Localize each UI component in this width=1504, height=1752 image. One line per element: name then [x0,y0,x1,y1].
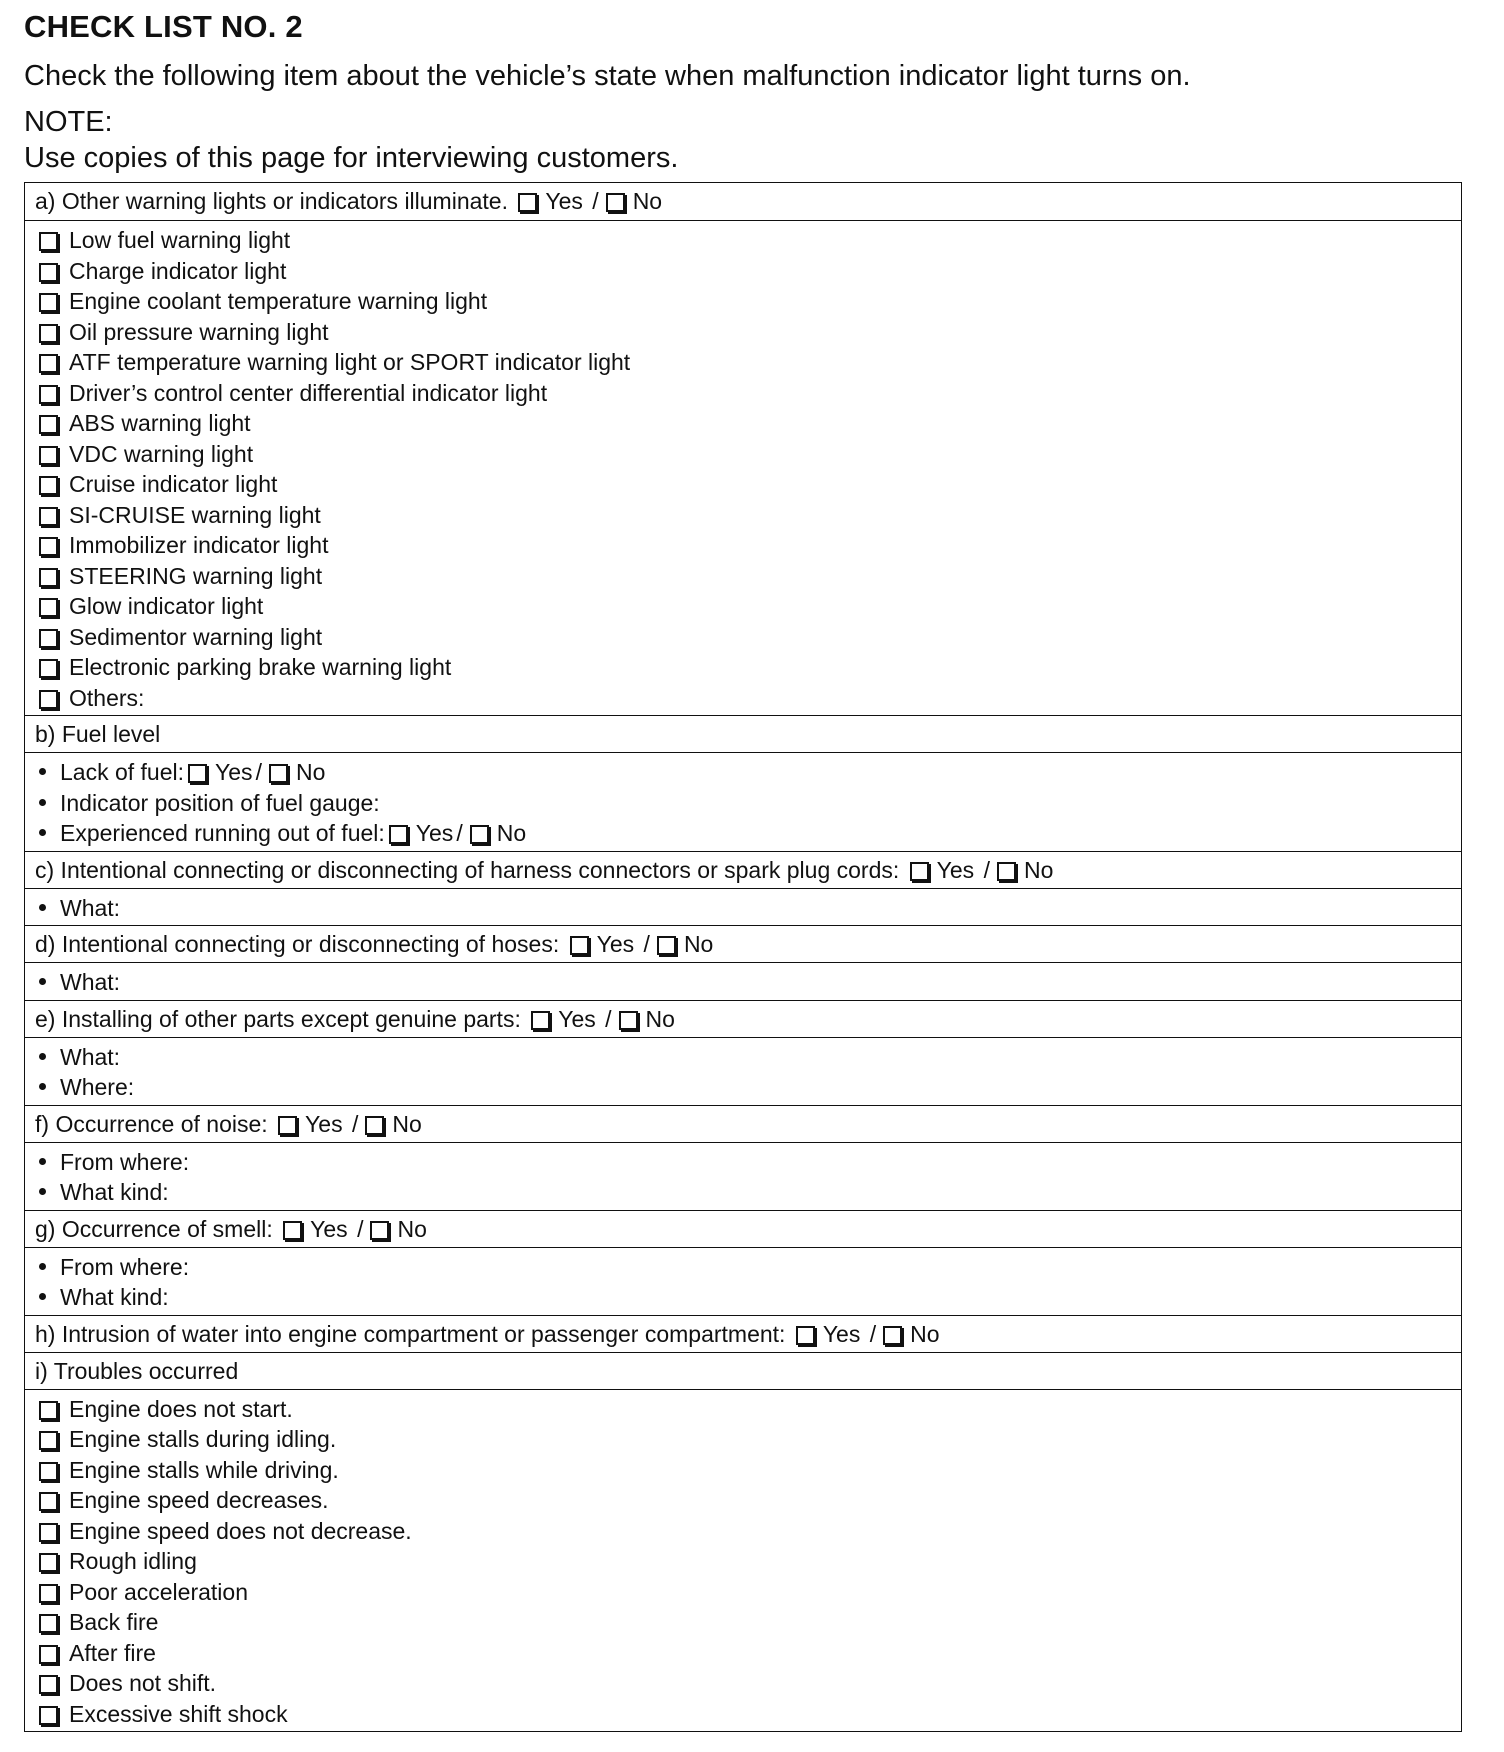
section-i-header [25,1352,1461,1389]
checklist-item[interactable] [35,1424,1461,1455]
no-label: No [392,1110,422,1137]
section-e-no-checkbox[interactable] [619,1011,638,1030]
section-f-header [25,1105,1461,1142]
section-e-items [25,1037,1461,1105]
section-d-no-checkbox[interactable] [657,936,676,955]
yes-label: Yes [545,188,583,214]
yes-label: Yes [415,820,454,846]
checkbox[interactable] [39,598,58,617]
bullet-item [35,1282,1461,1313]
yes-label: Yes [558,1005,596,1032]
section-a-header [25,183,1461,220]
bullet-dot [39,1053,46,1060]
bullet-item [35,1177,1461,1208]
checkbox[interactable] [39,1401,58,1420]
checklist-item[interactable] [35,439,1461,470]
bullet-item [35,1072,1461,1103]
yes-label: Yes [936,856,975,883]
item-label: Engine stalls while driving. [69,1456,339,1483]
bullet-dot [39,904,46,911]
section-f-no-checkbox[interactable] [365,1116,384,1135]
bullet-dot [39,799,46,806]
checklist-item[interactable] [35,1638,1461,1669]
bullet-label: Experienced running out of fuel: [60,820,385,846]
checkbox[interactable] [39,232,58,251]
lack-of-fuel-yes-checkbox[interactable] [188,764,207,783]
checkbox[interactable] [39,324,58,343]
checklist-item[interactable] [35,1516,1461,1547]
item-label: Cruise indicator light [69,471,278,497]
section-h-no-checkbox[interactable] [883,1326,902,1345]
item-label: Sedimentor warning light [69,623,323,650]
checklist-item[interactable] [35,1546,1461,1577]
bullet-label: What kind: [60,1284,169,1310]
section-g-header [25,1210,1461,1247]
section-a-no-checkbox[interactable] [606,193,625,212]
section-e-question: e) Installing of other parts except genuine parts: [35,1005,521,1032]
item-label: SI-CRUISE warning light [69,501,321,528]
slash-separator: / [357,1215,364,1242]
checkbox[interactable] [39,690,58,709]
checklist-item[interactable] [35,286,1461,317]
section-c-question: c) Intentional connecting or disconnecting of harness connectors or spark plug cords: [35,856,900,883]
bullet-item [35,818,1461,849]
section-f-question: f) Occurrence of noise: [35,1110,268,1137]
section-g-no-checkbox[interactable] [370,1221,389,1240]
section-d-header [25,925,1461,962]
section-e-yes-checkbox[interactable] [531,1011,550,1030]
checkbox[interactable] [39,1675,58,1694]
checkbox[interactable] [39,1614,58,1633]
item-label: Engine coolant temperature warning light [69,288,488,314]
item-label: After fire [69,1639,156,1666]
slash-separator: / [351,1110,359,1137]
bullet-label: What: [60,894,121,921]
item-label: Engine does not start. [69,1395,293,1422]
checklist-item[interactable] [35,1455,1461,1486]
bullet-dot [39,1293,46,1300]
section-b-items [25,752,1461,851]
section-f-yes-checkbox[interactable] [278,1116,297,1135]
checklist-item[interactable] [35,1607,1461,1638]
note-text: Use copies of this page for interviewing customers. [24,142,679,174]
bullet-item [35,757,1461,788]
checkbox[interactable] [39,385,58,404]
page-subtitle: Check the following item about the vehicle’s state when malfunction indicator light turns on. [24,60,1191,92]
item-label: Engine speed does not decrease. [69,1517,412,1544]
checkbox[interactable] [39,293,58,312]
item-label: Excessive shift shock [69,1700,288,1727]
bullet-item [35,1042,1461,1073]
yes-label: Yes [310,1215,348,1242]
checklist-item[interactable] [35,591,1461,622]
section-a-yes-checkbox[interactable] [518,193,537,212]
checkbox[interactable] [39,1523,58,1542]
bullet-label: Lack of fuel: [60,759,185,785]
item-label: Driver’s control center differential indicator light [69,379,548,406]
note-label: NOTE: [24,106,113,138]
yes-label: Yes [822,1320,861,1347]
checkbox[interactable] [39,1645,58,1664]
checkbox[interactable] [39,568,58,587]
bullet-dot [39,829,46,836]
item-label: VDC warning light [69,440,254,467]
bullet-label: What kind: [60,1179,169,1205]
item-label: Poor acceleration [69,1578,248,1605]
no-label: No [683,931,714,957]
no-label: No [397,1215,427,1242]
section-i-items [25,1389,1461,1732]
section-a-question: a) Other warning lights or indicators illuminate. [35,188,508,214]
no-label: No [1023,856,1054,883]
checklist-item[interactable] [35,408,1461,439]
section-g-yes-checkbox[interactable] [283,1221,302,1240]
section-b-header [25,715,1461,752]
section-d-question: d) Intentional connecting or disconnecting of hoses: [35,931,560,957]
checklist-item[interactable] [35,1577,1461,1608]
section-c-no-checkbox[interactable] [997,862,1016,881]
checkbox[interactable] [39,1431,58,1450]
checkbox[interactable] [39,1492,58,1511]
checklist-form [24,182,1462,1732]
ran-out-of-fuel-no-checkbox[interactable] [470,825,489,844]
checkbox[interactable] [39,1706,58,1725]
checklist-item[interactable] [35,683,1461,714]
yes-label: Yes [596,931,635,957]
no-label: No [496,820,527,846]
checkbox[interactable] [39,507,58,526]
bullet-dot [39,978,46,985]
item-label: ABS warning light [69,410,251,436]
section-a-items [25,220,1461,715]
yes-label: Yes [215,759,253,785]
checklist-item[interactable] [35,1485,1461,1516]
section-e-header [25,1000,1461,1037]
bullet-item [35,967,1461,998]
bullet-dot [39,1158,46,1165]
checklist-item[interactable] [35,225,1461,256]
slash-separator: / [605,1005,612,1032]
slash-separator: / [643,931,650,957]
item-label: Low fuel warning light [69,227,291,253]
item-label: Charge indicator light [69,257,287,284]
checkbox[interactable] [39,263,58,282]
section-h-question: h) Intrusion of water into engine compartment or passenger compartment: [35,1320,786,1347]
bullet-dot [39,1263,46,1270]
bullet-dot [39,768,46,775]
bullet-label: What: [60,969,121,995]
checkbox[interactable] [39,659,58,678]
checkbox[interactable] [39,476,58,495]
checklist-item[interactable] [35,1668,1461,1699]
yes-label: Yes [305,1110,343,1137]
item-label: Immobilizer indicator light [69,532,329,558]
slash-separator: / [456,820,463,846]
lack-of-fuel-no-checkbox[interactable] [269,764,288,783]
checklist-page [24,0,1464,176]
section-g-items [25,1247,1461,1315]
checklist-item[interactable] [35,561,1461,592]
page-title: CHECK LIST NO. 2 [24,9,303,44]
checklist-item[interactable] [35,1699,1461,1730]
checklist-item[interactable] [35,622,1461,653]
no-label: No [295,759,326,785]
section-i-question: i) Troubles occurred [35,1357,239,1384]
checkbox[interactable] [39,1462,58,1481]
item-label: Engine speed decreases. [69,1487,329,1513]
bullet-dot [39,1188,46,1195]
bullet-dot [39,1083,46,1090]
no-label: No [910,1320,940,1347]
checklist-item[interactable] [35,317,1461,348]
slash-separator: / [255,759,262,785]
checklist-item[interactable] [35,469,1461,500]
slash-separator: / [592,188,599,214]
bullet-label: Where: [60,1074,135,1100]
item-label: Electronic parking brake warning light [69,654,452,680]
checkbox[interactable] [39,415,58,434]
item-label: Does not shift. [69,1670,217,1696]
item-label: Glow indicator light [69,593,264,619]
checkbox[interactable] [39,629,58,648]
slash-separator: / [869,1320,877,1347]
bullet-label: From where: [60,1148,190,1175]
item-label: Others: [69,684,145,711]
checkbox[interactable] [39,1584,58,1603]
checkbox[interactable] [39,537,58,556]
checklist-item[interactable] [35,378,1461,409]
slash-separator: / [983,856,990,883]
no-label: No [645,1005,675,1032]
checkbox[interactable] [39,446,58,465]
bullet-item [35,788,1461,819]
bullet-item [35,1147,1461,1178]
item-label: Engine stalls during idling. [69,1426,337,1452]
section-c-yes-checkbox[interactable] [910,862,929,881]
item-label: Back fire [69,1609,159,1635]
section-c-header [25,851,1461,888]
bullet-item [35,893,1461,924]
bullet-label: What: [60,1043,121,1070]
section-d-items [25,962,1461,1000]
bullet-item [35,1252,1461,1283]
checkbox[interactable] [39,1553,58,1572]
section-c-items [25,888,1461,926]
section-h-yes-checkbox[interactable] [796,1326,815,1345]
item-label: ATF temperature warning light or SPORT indicator light [69,349,631,375]
ran-out-of-fuel-yes-checkbox[interactable] [389,825,408,844]
checklist-item[interactable] [35,256,1461,287]
section-f-items [25,1142,1461,1210]
bullet-label: From where: [60,1253,190,1280]
section-b-question: b) Fuel level [35,721,161,747]
item-label: Rough idling [69,1548,197,1574]
checklist-item[interactable] [35,1394,1461,1425]
item-label: Oil pressure warning light [69,318,329,345]
section-d-yes-checkbox[interactable] [570,936,589,955]
checklist-item[interactable] [35,652,1461,683]
section-h-header [25,1315,1461,1352]
checklist-item[interactable] [35,500,1461,531]
checkbox[interactable] [39,354,58,373]
item-label: STEERING warning light [69,562,323,589]
no-label: No [632,188,663,214]
checklist-item[interactable] [35,347,1461,378]
checklist-item[interactable] [35,530,1461,561]
section-g-question: g) Occurrence of smell: [35,1215,273,1242]
bullet-label: Indicator position of fuel gauge: [60,789,380,816]
